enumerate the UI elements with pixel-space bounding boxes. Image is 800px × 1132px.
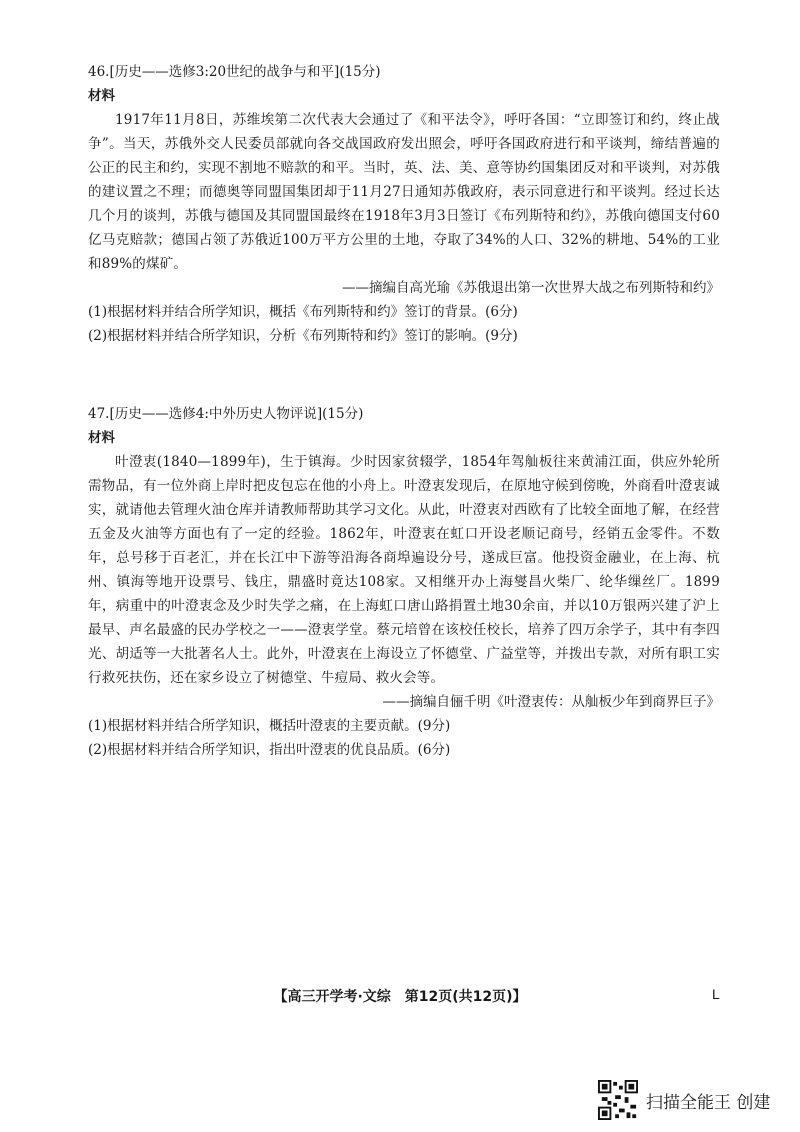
question-47-source: ——摘编自俪千明《叶澄衷传：从舢板少年到商界巨子》	[382, 694, 720, 710]
question-46-material-text: 1917年11月8日，苏维埃第二次代表大会通过了《和平法令》，呼吁各国：“立即签订和约，终止战争”。当天，苏俄外交人民委员部就向各交战国政府发出照会，呼吁各国政府进行和平谈判，缔结普遍的公正的民主和约，实现不割地不赔款的和平。当时，英、法、美、意等协约国集团反对和平谈判，对苏俄的建议置之不理；而德奥等同盟国集团却于11月27日通知苏俄政府，表示同意进行和平谈判。经过长达几个月的谈判，苏俄与德国及其同盟国最终在1918年3月3日签订《布列斯特和约》，苏俄向德国支付60亿马克赔款；德国占领了苏俄近100万平方公里的土地，夺取了34%的人口、32%的耕地、54%的工业和89%的煤矿。	[88, 112, 720, 272]
question-46-material-label: 材料	[88, 88, 115, 104]
question-47-title: 47.[历史——选修4:中外历史人物评说](15分)	[88, 406, 364, 422]
scanner-watermark	[598, 1080, 770, 1120]
question-47	[88, 402, 720, 762]
question-46-title: 46.[历史——选修3:20世纪的战争与和平](15分)	[88, 64, 381, 80]
watermark-text: 扫描全能王 创建	[646, 1092, 771, 1113]
qr-code-icon	[598, 1080, 638, 1120]
question-46	[88, 60, 720, 348]
question-47-material-text: 叶澄衷(1840—1899年)，生于镇海。少时因家贫辍学，1854年驾舢板往来黄浦江面，供应外轮所需物品，有一位外商上岸时把皮包忘在他的小舟上。叶澄衷发现后，在原地守候到傍晚，外商看叶澄衷诚实，就请他去管理火油仓库并请教师帮助其学习文化。从此，叶澄衷对西欧有了比较全面地了解，在经营五金及火油等方面也有了一定的经验。1862年，叶澄衷在虹口开设老顺记商号，经销五金零件。不数年，总号移于百老汇，并在长江中下游等沿海各商埠遍设分号，遂成巨富。他投资金融业，在上海、杭州、镇海等地开设票号、钱庄，鼎盛时竟达108家。又相继开办上海燮昌火柴厂、纶华缫丝厂。1899年，病重中的叶澄衷念及少时失学之痛，在上海虹口唐山路捐置土地30余亩，并以10万银两兴建了沪上最早、声名最盛的民办学校之一——澄衷学堂。蔡元培曾在该校任校长，培养了四万余学子，其中有李四光、胡适等一大批著名人士。此外，叶澄衷在上海设立了怀德堂、广益堂等，并拨出专款，对所有职工实行救死扶伤，还在家乡设立了树德堂、牛痘局、救火会等。	[88, 454, 720, 686]
question-47-material-label: 材料	[88, 430, 115, 446]
question-47-sub-1: (1)根据材料并结合所学知识，概括叶澄衷的主要贡献。(9分)	[88, 718, 451, 734]
question-46-source: ——摘编自高光瑜《苏俄退出第一次世界大战之布列斯特和约》	[342, 280, 720, 296]
question-47-sub-2: (2)根据材料并结合所学知识，指出叶澄衷的优良品质。(6分)	[88, 742, 451, 758]
question-46-sub-2: (2)根据材料并结合所学知识，分析《布列斯特和约》签订的影响。(9分)	[88, 328, 518, 344]
page-footer: 【高三开学考·文综 第12页(共12页)】	[273, 989, 527, 1005]
footer-version-mark: L	[712, 986, 720, 1002]
question-46-sub-1: (1)根据材料并结合所学知识，概括《布列斯特和约》签订的背景。(6分)	[88, 304, 518, 320]
